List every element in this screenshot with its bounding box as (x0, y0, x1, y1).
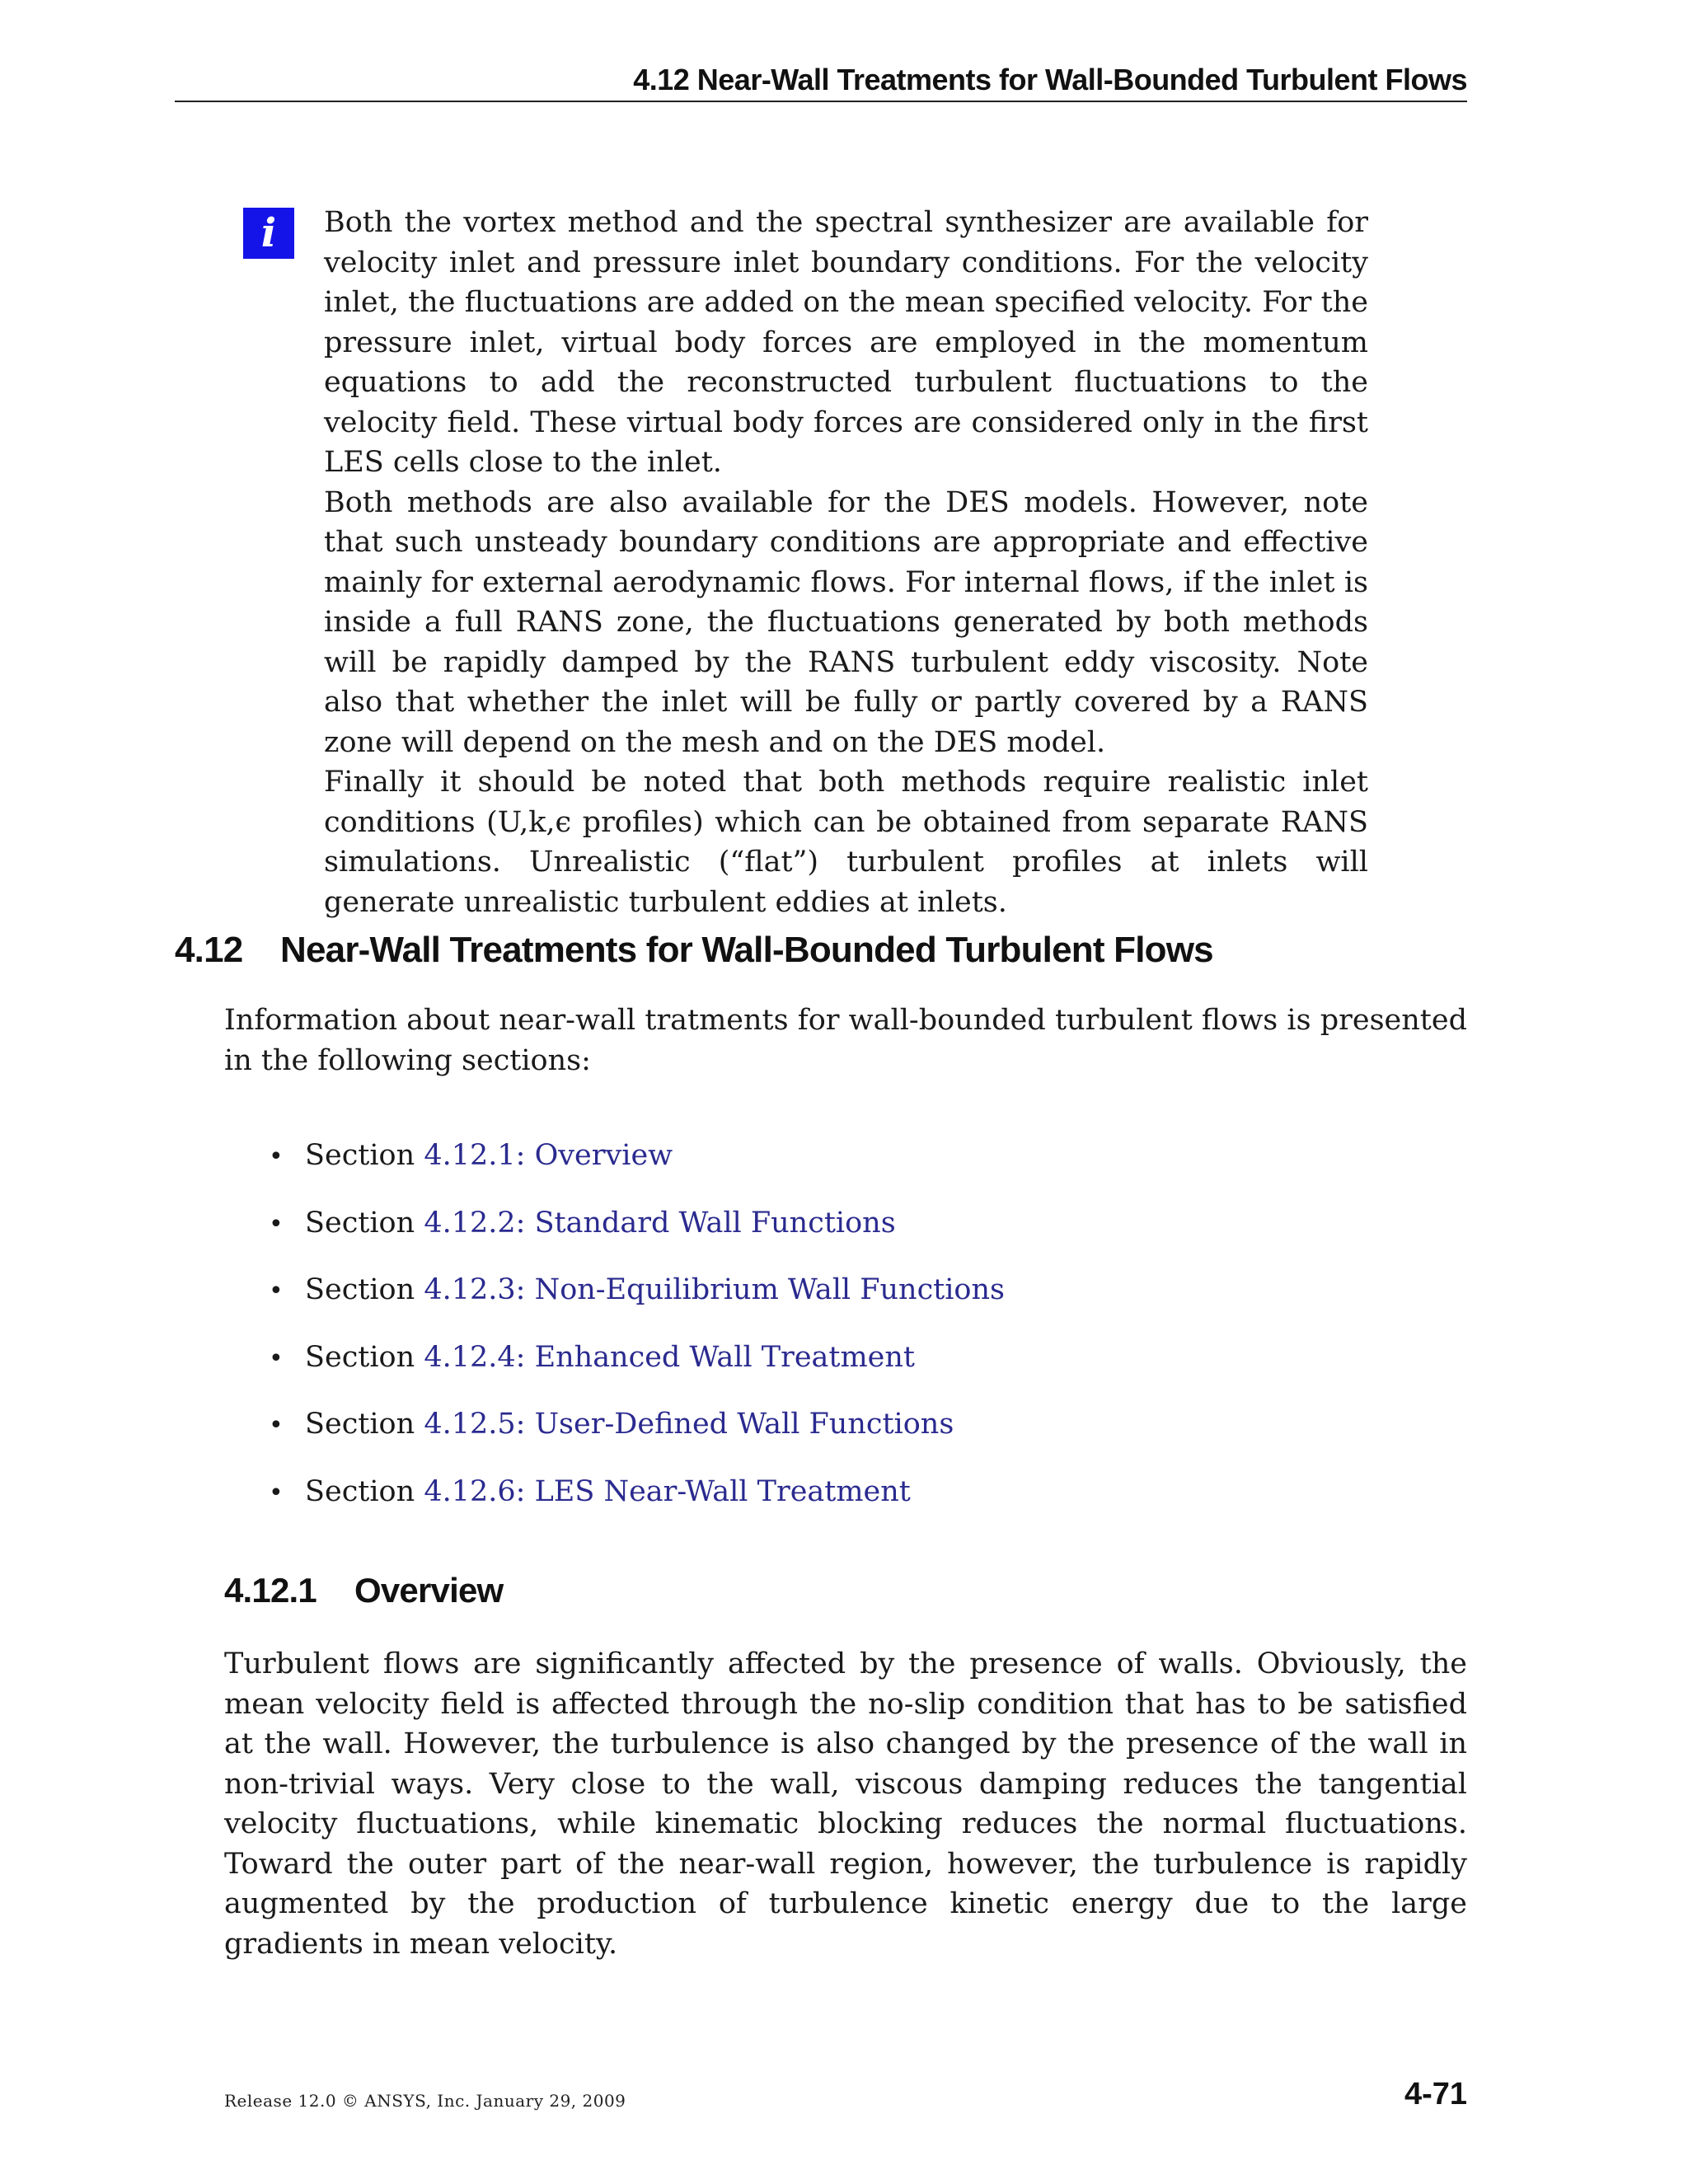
list-item (269, 1404, 1005, 1472)
bullet-icon: • (269, 1209, 284, 1239)
footer-release: Release 12.0 © ANSYS, Inc. January 29, 2009 (224, 2091, 626, 2111)
subsection-heading (224, 1571, 503, 1610)
running-header (175, 59, 1467, 102)
item-prefix: Section (305, 1139, 415, 1172)
section-title: Near-Wall Treatments for Wall-Bounded Turbulent Flows (280, 930, 1213, 970)
item-prefix: Section (305, 1273, 415, 1307)
section-link-4-12-6[interactable]: 4.12.6: LES Near-Wall Treatment (424, 1474, 911, 1508)
list-item (269, 1472, 1005, 1540)
note-paragraph: Both the vortex method and the spectral synthesizer are available for velocity inlet and pressure inlet boundary conditions. For the velocity inlet, the fluctuations are added on the mean specified velocity. For the pressure inlet, virtual body forces are employed in the momentum equations to add the reconstructed turbulent fluctuations to the velocity field. These virtual body forces are considered only in the first LES cells close to the inlet. (324, 206, 1368, 479)
section-heading (175, 930, 1213, 971)
list-item (269, 1136, 1005, 1203)
bullet-icon: • (269, 1411, 284, 1441)
page-number: 4-71 (1404, 2077, 1467, 2111)
list-item (269, 1270, 1005, 1338)
bullet-icon: • (269, 1142, 284, 1171)
section-link-4-12-5[interactable]: 4.12.5: User-Defined Wall Functions (424, 1408, 954, 1441)
info-note-text (324, 203, 1368, 922)
item-prefix: Section (305, 1408, 415, 1441)
section-link-4-12-1[interactable]: 4.12.1: Overview (424, 1139, 673, 1172)
note-paragraph: Finally it should be noted that both methods require realistic inlet conditions (U,k,ϵ profiles) which can be obtained from separate RANS simulations. Unrealistic (“flat”) turbulent profiles at inlets will generate unrealistic turbulent eddies at inlets. (324, 766, 1368, 919)
overview-paragraph: Turbulent flows are significantly affected by the presence of walls. Obviously, the mean velocity field is affected through the no-slip condition that has to be satisfied at the wall. However, the turbulence is also changed by the presence of the wall in non-trivial ways. Very close to the wall, viscous damping reduces the tangential velocity fluctuations, while kinematic blocking reduces the normal fluctuations. Toward the outer part of the near-wall region, however, the turbulence is rapidly augmented by the production of turbulence kinetic energy due to the large gradients in mean velocity. (224, 1647, 1467, 1961)
section-intro: Information about near-wall tratments for wall-bounded turbulent flows is presented in the following sections: (224, 1004, 1467, 1077)
item-prefix: Section (305, 1206, 415, 1240)
list-item (269, 1338, 1005, 1405)
list-item (269, 1203, 1005, 1271)
item-prefix: Section (305, 1474, 415, 1508)
section-link-list (269, 1136, 1005, 1540)
bullet-icon: • (269, 1343, 284, 1373)
section-link-4-12-3[interactable]: 4.12.3: Non-Equilibrium Wall Functions (424, 1273, 1006, 1307)
section-number: 4.12 (175, 930, 243, 970)
section-link-4-12-2[interactable]: 4.12.2: Standard Wall Functions (424, 1206, 896, 1240)
running-header-title: 4.12 Near-Wall Treatments for Wall-Bounded Turbulent Flows (633, 63, 1467, 96)
bullet-icon: • (269, 1277, 284, 1306)
subsection-title: Overview (354, 1571, 504, 1610)
info-icon: i (243, 208, 294, 259)
section-link-4-12-4[interactable]: 4.12.4: Enhanced Wall Treatment (424, 1340, 915, 1374)
item-prefix: Section (305, 1340, 415, 1374)
note-paragraph: Both methods are also available for the DES models. However, note that such unsteady boundary conditions are appropriate and effective mainly for external aerodynamic flows. For internal flows, if the inlet is inside a full RANS zone, the fluctuations generated by both methods will be rapidly damped by the RANS turbulent eddy viscosity. Note also that whether the inlet will be fully or partly covered by a RANS zone will depend on the mesh and on the DES model. (324, 485, 1368, 759)
bullet-icon: • (269, 1478, 284, 1507)
subsection-number: 4.12.1 (224, 1571, 316, 1610)
